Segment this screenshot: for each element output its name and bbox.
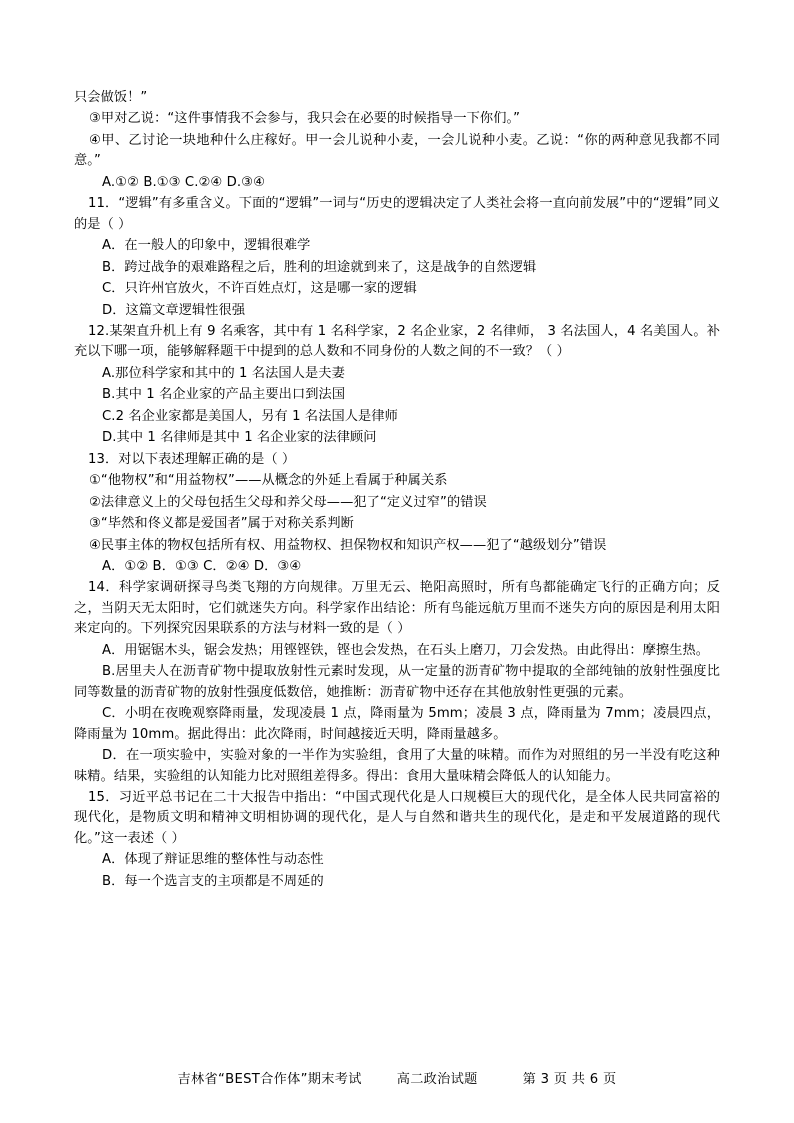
- question-stem-13: 13．对以下表述理解正确的是（ ）: [88, 451, 296, 467]
- answer-option-b: B.其中 1 名企业家的产品主要出口到法国: [102, 387, 346, 403]
- statement-2: ②法律意义上的父母包括生父母和养父母——犯了“定义过窄”的错误: [89, 494, 487, 510]
- answer-option-a: A．用锯锯木头，锯会发热；用铿铿铁，铿也会发热，在石头上磨刀，刀会发热。由此得出：摩擦生热。: [102, 642, 710, 658]
- answer-options: A．①② B．①③ C．②④ D．③④: [102, 558, 302, 574]
- question-stem-15: 15．习近平总书记在二十大报告中指出：“中国式现代化是人口规模巨大的现代化，是全体人民共同富裕的现代化，是物质文明和精神文明相协调的现代化，是人与自然和谐共生的现代化，是走和平发展道路的现代化。”这一表述（ ）: [74, 789, 720, 846]
- statement-1: ①“他物权”和“用益物权”——从概念的外延上看属于种属关系: [89, 473, 448, 489]
- answer-option-b: B．跨过战争的艰难路程之后，胜利的坦途就到来了，这是战争的自然逻辑: [102, 259, 537, 275]
- answer-options: A.①② B.①③ C.②④ D.③④: [102, 174, 266, 190]
- answer-option-b: B.居里夫人在沥青矿物中提取放射性元素时发现，从一定量的沥青矿物中提取的全部纯铀的放射性强度比同等数量的沥青矿物的放射性强度低数倍，她推断：沥青矿物中还存在其他放射性更强的元素。: [74, 664, 720, 700]
- answer-option-d: D.其中 1 名律师是其中 1 名企业家的法律顾问: [102, 430, 377, 446]
- statement-3: ③“毕然和佟义都是爱国者”属于对称关系判断: [89, 516, 354, 532]
- question-stem-12: 12.某架直升机上有 9 名乘客，其中有 1 名科学家，2 名企业家，2 名律师， 3 名法国人，4 名美国人。补充以下哪一项，能够解释题干中提到的总人数和不同身份的人数之间的不一致？（ ）: [74, 323, 720, 360]
- footer-exam-title: 吉林省“BEST合作体”期末考试: [177, 1072, 362, 1087]
- paragraph-line: 只会做饭！”: [74, 90, 148, 105]
- answer-option-c: C．小明在夜晚观察降雨量，发现凌晨 1 点，降雨量为 5mm；凌晨 3 点，降雨量为 7mm；凌晨四点，降雨量为 10mm。据此得出：此次降雨，时间越接近天明，降雨量越多。: [74, 706, 720, 742]
- answer-option-b: B．每一个选言支的主项都是不周延的: [102, 873, 324, 889]
- paragraph-line: ③甲对乙说：“这件事情我不会参与，我只会在必要的时候指导一下你们。”: [89, 111, 521, 127]
- footer-page-number: 第 3 页 共 6 页: [522, 1072, 617, 1087]
- answer-option-c: C.2 名企业家都是美国人，另有 1 名法国人是律师: [102, 408, 398, 424]
- question-stem-11: 11．“逻辑”有多重含义。下面的“逻辑”一词与“历史的逻辑决定了人类社会将一直向前发展”中的“逻辑”同义的是（ ）: [74, 196, 720, 232]
- statement-4: ④民事主体的物权包括所有权、用益物权、担保物权和知识产权——犯了“越级划分”错误: [89, 537, 607, 553]
- answer-option-d: D．在一项实验中，实验对象的一半作为实验组，食用了大量的味精。而作为对照组的另一半没有吃这种味精。结果，实验组的认知能力比对照组差得多。得出：食用大量味精会降低人的认知能力。: [74, 748, 720, 784]
- answer-option-d: D．这篇文章逻辑性很强: [102, 302, 246, 318]
- answer-option-a: A.那位科学家和其中的 1 名法国人是夫妻: [102, 365, 345, 381]
- answer-option-a: A．在一般人的印象中，逻辑很难学: [102, 238, 311, 254]
- answer-option-a: A．体现了辩证思维的整体性与动态性: [102, 852, 324, 868]
- paragraph-line: ④甲、乙讨论一块地种什么庄稼好。甲一会儿说种小麦，一会儿说种小麦。乙说：“你的两种意见我都不同意。”: [74, 132, 720, 169]
- page-footer: [0, 1068, 794, 1087]
- document-body: [74, 88, 720, 892]
- question-stem-14: 14．科学家调研探寻鸟类飞翔的方向规律。万里无云、艳阳高照时，所有鸟都能确定飞行的正确方向；反之，当阴天无太阳时，它们就迷失方向。科学家作出结论：所有鸟能远航万里而不迷失方向的原因是利用太阳来定向的。下列探究因果联系的方法与材料一致的是（ ）: [74, 580, 720, 637]
- answer-option-c: C．只许州官放火，不许百姓点灯，这是哪一家的逻辑: [102, 281, 417, 297]
- footer-subject: 高二政治试题: [396, 1072, 478, 1087]
